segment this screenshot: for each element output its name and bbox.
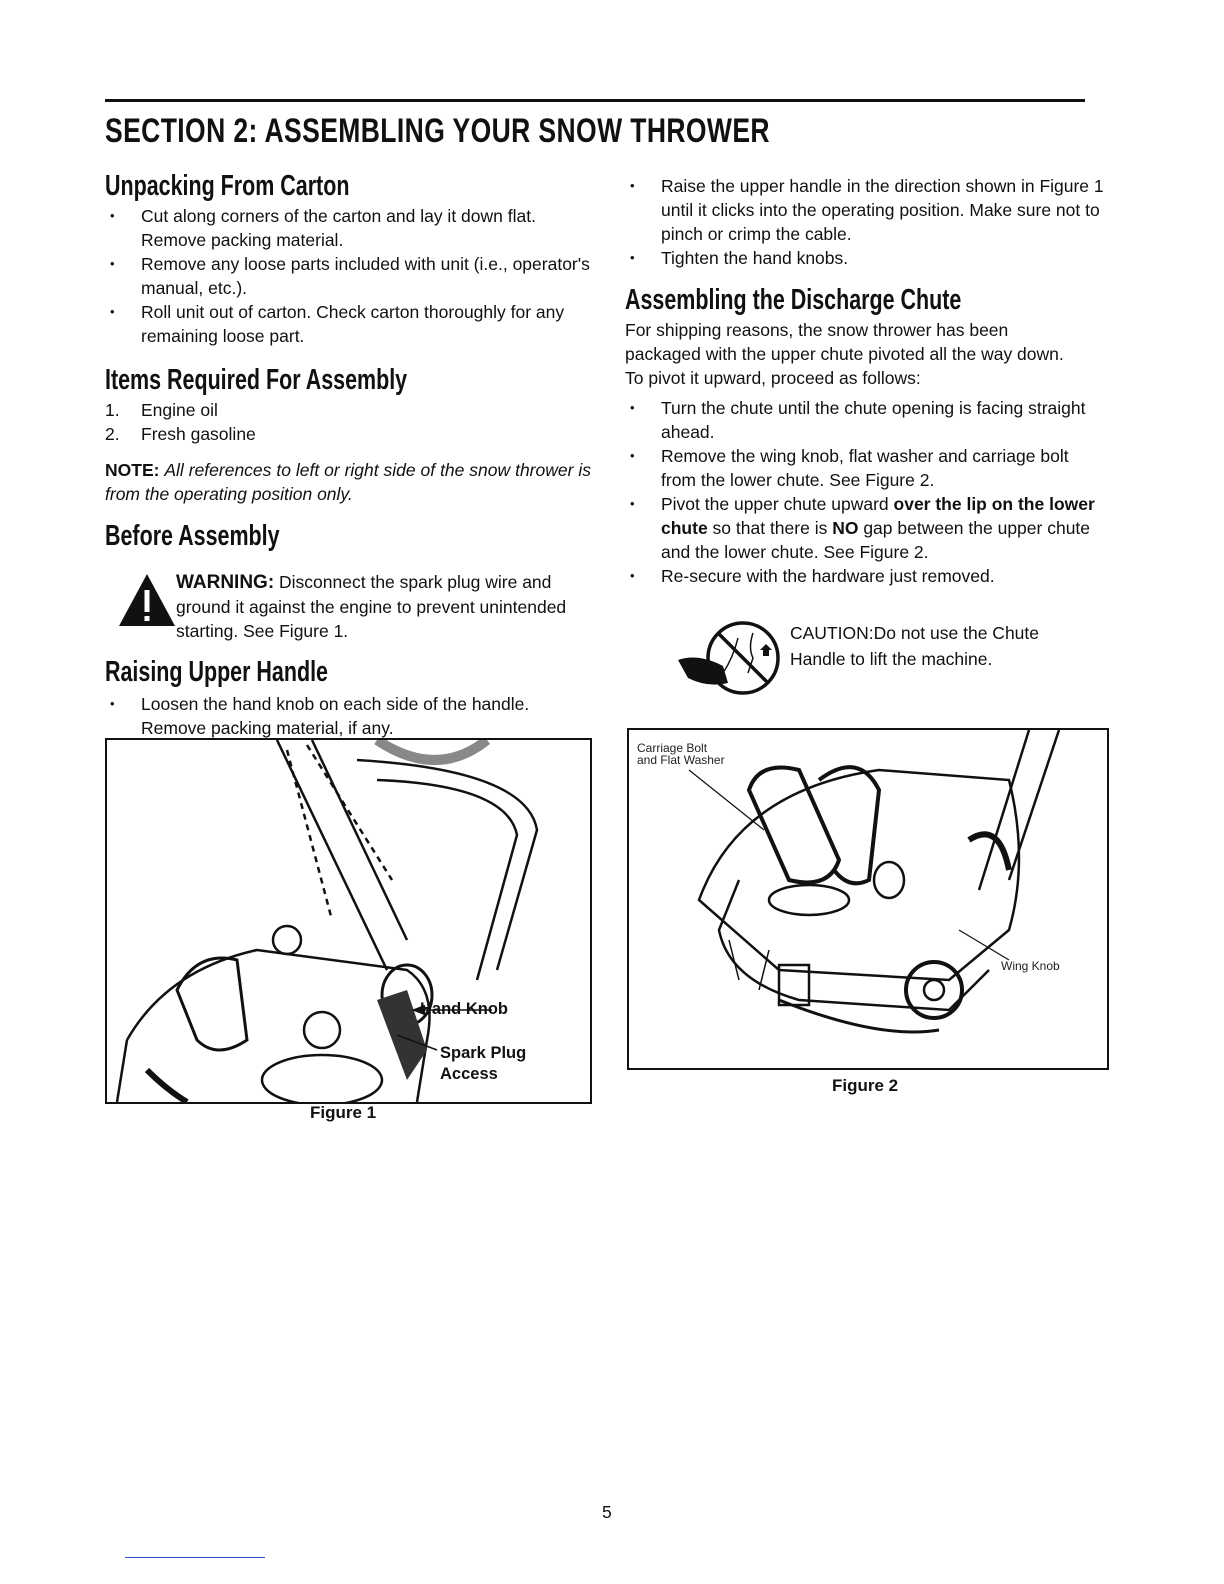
- footer-line: [125, 1557, 265, 1558]
- heading-raising-handle: Raising Upper Handle: [105, 656, 328, 688]
- figure-1-caption: Figure 1: [310, 1103, 377, 1122]
- discharge-intro: For shipping reasons, the snow thrower has been packaged with the upper chute pivoted all the way down. To pivot it upward, proceed as follows:: [625, 320, 1064, 388]
- heading-discharge-chute: Assembling the Discharge Chute: [625, 284, 962, 316]
- label-hand-knob: Hand Knob: [420, 1000, 508, 1018]
- heading-before-assembly: Before Assembly: [105, 520, 280, 552]
- label-spark-plug: Spark Plug: [440, 1044, 527, 1062]
- label-flat-washer: and Flat Washer: [637, 753, 725, 767]
- list-item: • Cut along corners of the carton and lay it down flat. Remove packing material.: [105, 204, 595, 252]
- list-item: 2. Fresh gasoline: [105, 424, 256, 444]
- label-access: Access: [440, 1065, 498, 1083]
- note: NOTE: All references to left or right side of the snow thrower is from the operating position only.: [105, 460, 591, 504]
- list-item: 1. Engine oil: [105, 400, 218, 420]
- list-item: • Remove the wing knob, flat washer and carriage bolt from the lower chute. See Figure 2.: [625, 444, 1097, 492]
- section-title: SECTION 2: ASSEMBLING YOUR SNOW THROWER: [105, 112, 770, 150]
- page-number: 5: [602, 1502, 612, 1522]
- heading-unpacking: Unpacking From Carton: [105, 170, 350, 202]
- figure-2: [627, 728, 1109, 1070]
- warning-triangle-icon: [117, 572, 177, 628]
- list-item: • Tighten the hand knobs.: [625, 246, 1105, 270]
- warning-text: WARNING: Disconnect the spark plug wire and ground it against the engine to prevent unintended starting. See Figure 1.: [176, 572, 567, 641]
- list-item: • Roll unit out of carton. Check carton thoroughly for any remaining loose part.: [105, 300, 595, 348]
- label-wing-knob: Wing Knob: [1001, 959, 1060, 973]
- list-item: • Remove any loose parts included with unit (i.e., operator's manual, etc.).: [105, 252, 595, 300]
- list-item: • Raise the upper handle in the direction shown in Figure 1 until it clicks into the operating position. Make sure not to pinch or crimp the cable.: [625, 174, 1105, 246]
- raising-list-right: [625, 174, 1105, 270]
- label-carriage-bolt: Carriage Bolt: [637, 741, 708, 755]
- list-item: • Turn the chute until the chute opening is facing straight ahead.: [625, 396, 1097, 444]
- figure-2-caption: Figure 2: [832, 1076, 899, 1095]
- raising-list-left: [105, 692, 585, 740]
- list-item: • Pivot the upper chute upward over the lip on the lower chute so that there is NO gap between the upper chute and the lower chute. See Figure 2.: [625, 492, 1097, 564]
- header-rule: [105, 99, 1085, 102]
- no-lift-chute-handle-icon: [678, 618, 788, 698]
- list-item: • Loosen the hand knob on each side of the handle. Remove packing material, if any.: [105, 692, 585, 740]
- figure-1: [105, 738, 592, 1104]
- discharge-list: [625, 396, 1097, 588]
- items-list: [105, 398, 585, 446]
- snow-thrower-chute-illustration: [629, 730, 1107, 1068]
- heading-items-required: Items Required For Assembly: [105, 364, 408, 396]
- unpacking-list: [105, 204, 595, 348]
- caution-text: CAUTION:Do not use the Chute Handle to lift the machine.: [790, 623, 1039, 669]
- list-item: • Re-secure with the hardware just removed.: [625, 564, 1097, 588]
